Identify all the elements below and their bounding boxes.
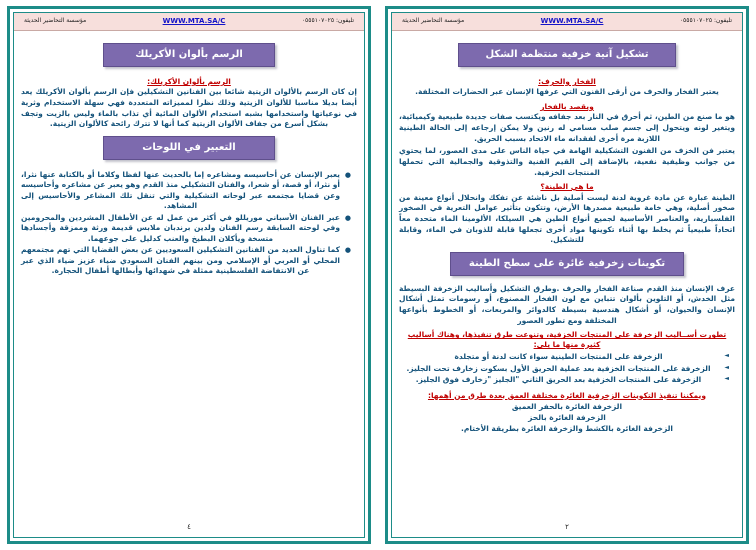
paragraph-pottery-definition: هو ما صنع من الطين، ثم أحرق في النار بعد جفافه ويكتسب صفات جديدة طبيعية وكيميائية، ويتغير لونه ويتحول إلى جسم صلب مسامي له رنين ولا يمكن إرجاعه إلى الحالة الطينية اللازبة مرة أخرى لفقدانه ماء الاتحاد بسبب الحريق.: [399, 112, 735, 143]
list-item: الزخرفة الغائرة بالحز: [528, 412, 606, 422]
page-title: تشكيل آنية خزفية منتظمة الشكل: [458, 43, 675, 67]
paragraph-decoration-history: عرف الإنسان منذ القدم صناعة الفخار والحرف .وطرق التشكيل وأساليب الزخرفة البسيطة مثل الخدش، أو التلوين بألوان تتباين مع لون الفخار المصنوع، أو رسومات تمثل أشكال الإنسان والحيوان، أو أشكال هندسية بسيطة كالدوائر والمربعات، أو الخطوط بأنواعها المختلفة ومع تطور العصور: [399, 283, 735, 325]
header-organization: مؤسسة التحاضير الحديثة: [24, 17, 87, 24]
page-title-plaque-wrap: [21, 43, 357, 67]
decoration-methods-list: [399, 352, 735, 387]
running-header: [392, 13, 742, 31]
content-spacer: [21, 280, 357, 520]
paragraph-acrylic-intro: إن كان الرسم بالألوان الزيتية شائعا بين الفنانين التشكيلين فإن الرسم بألوان الأكريلك يعد أيضا بديلا مناسبا للألوان الزيتية وذلك نظرا لمميزاته المتعددة فهي سهلة الاستخدام وثرية في نوعياتها واستخدامها بشبه استخدام الألوان المائية أي تذاب بالماء وليس بالزيت وتجف بشكل أسرع من جفاف الألوان الزيتية كما أنها لا تترك رائحة كالألوان الزيتية.: [21, 87, 357, 129]
list-item-label: الزخرفة على المنتجات الخزفية بعد عملية الحريق الأول بسكوت زخارف تحت الجليز.: [406, 363, 711, 373]
arrow-bullet-icon: ◄: [724, 352, 729, 360]
arrow-bullet-icon: ◄: [724, 363, 729, 371]
page-border-inner: [391, 12, 743, 538]
page-title: الرسم بألوان الأكريلك: [103, 43, 275, 67]
header-organization: مؤسسة التحاضير الحديثة: [402, 17, 465, 24]
subsection-title-plaque-wrap: [21, 136, 357, 160]
subsection-title-engraved-decoration: تكوينات زخرفية غائرة على سطح الطينة: [450, 252, 684, 276]
paragraph-pottery-intro: يعتبر الفخار والحرف من أرقى الفنون التي عرفها الإنسان عبر الحضارات المختلفة.: [415, 87, 719, 97]
page-number-right: ٤: [187, 523, 191, 531]
page-left: [378, 0, 756, 550]
arrow-bullet-icon: ◄: [724, 375, 729, 383]
page-border-inner: [13, 12, 365, 538]
round-bullet-icon: ●: [344, 170, 351, 179]
subsection-title-plaque-wrap: [399, 252, 735, 276]
page-border-outer: [7, 6, 371, 544]
engraving-techniques-list: [399, 402, 735, 435]
list-item: [399, 364, 729, 375]
section-heading-pottery-crafts: الفخار والحرف:: [538, 77, 596, 86]
list-item: [21, 170, 351, 212]
expression-points-list: [21, 170, 357, 278]
header-website-link[interactable]: WWW.MTA.SA/C: [540, 16, 604, 25]
paragraph-ceramics-importance: يعتبر فن الخزف من الفنون التشكيلية الهامة في حياة الناس على مدى العصور، لما يحتوي من جوانب وظيفية نفعية، بالإضافة إلى القيم الفنية والتذوقية والجمالية التي تحملها المنتجات الخزفية.: [399, 146, 735, 177]
section-heading-acrylic-painting: الرسم بألوان الأكريلك:: [147, 77, 231, 86]
list-item: الزخرفة الغائرة بالكشط والزخرفة الغائرة بطريقة الأختام.: [461, 423, 673, 433]
page-content-right: [14, 31, 364, 524]
list-item: [21, 213, 351, 245]
header-website-link[interactable]: WWW.MTA.SA/C: [162, 16, 226, 25]
list-item-label: يعبر الإنسان عن أحاسيسه ومشاعره إما بالحديث عنها لفظا وكلاما أو بالكتابة عنها نثرا، أو نثرا، أو قصة، أو شعرا، والفنان التشكيلي منذ القدم وهو يعبر عن مشاعره وأحاسيسه وعن قضايا مجتمعه عبر لوحاته التشكيلية والتي تنقل تلك المشاعر والأحاسيس إلى المشاهد.: [21, 169, 340, 211]
round-bullet-icon: ●: [344, 213, 351, 222]
header-phone: تليفون: ٠٥٥٥١٠٧٠٢٥: [301, 17, 354, 24]
section-heading-meaning-of-pottery: ويقصد بالفخار: [540, 102, 594, 112]
round-bullet-icon: ●: [344, 246, 351, 255]
subsection-title-expression-in-paintings: التعبير في اللوحات: [103, 136, 275, 160]
list-item: [399, 352, 729, 363]
section-heading-what-is-clay: ما هي الطينة؟: [540, 182, 594, 192]
page-border-outer: [385, 6, 749, 544]
page-title-plaque-wrap: [399, 43, 735, 67]
page-content-left: [392, 31, 742, 524]
list-item: [399, 375, 729, 386]
page-number-left: ٢: [565, 523, 569, 531]
list-item: [21, 245, 351, 277]
section-heading-engraving-techniques: ويمكننا تنفيذ التكوينات الزخرفية الغائرة مختلفة العمق بعدة طرق من أهمها:: [427, 390, 707, 400]
list-item-label: كما تناول العديد من الفنانين التشكيلين السعوديين عن بعض القضايا التي تهم مجتمعهم المحلي أو العربي أو الإسلامي ومن بينهم الفنان السعودي ضياء عزيز ضياء الذي عبر عن الانتفاضة الفلسطينية ممثلة في شهدائها وأبطالها أطفال الحجارة.: [21, 245, 340, 276]
list-item-label: الزخرفة على المنتجات الطينية سواء كانت لدنة أو متجلدة: [454, 352, 663, 362]
content-spacer: [399, 435, 735, 520]
section-heading-decoration-methods: تطورت أســاليب الزخرفة على المنتجات الخزفية، وتنوعت طرق تنفيذها، وهناك أساليب كثيرة منها ما يلي:: [407, 330, 727, 349]
paragraph-clay-definition: الطينة عبارة عن مادة غروية لدنة ليست أصلية بل ناشئة عن تفكك وانحلال أنواع معينة من صخور أصلية، وهي خامة طبيعية مصدرها الأرض، وتتكون بتأثير عوامل التعرية في الصخور الفلسبارية، والعناصر الأساسية لجميع أنواع الطين هي السيلكا، الألومينا الماء متحدة معاً اتحاداً طبيعياً ثم يخلط بها أثناء تكوينها مواد أخرى تجعلها قابلة للذوبان في الماء، وقابلة للتشكيل.: [399, 192, 735, 245]
running-header: [14, 13, 364, 31]
list-item-label: عبر الفنان الأسباني موريللو في أكثر من عمل له عن الأطفال المشردين والمحرومين وفي لوحته السابقة رسم الفنان ولدين برندبان ملابس قديمة ورثة وممزقة وأجسادها متسخة ويأكلان البطيخ والعنب كدليل على جوعهما.: [21, 212, 340, 243]
header-phone: تليفون: ٠٥٥٥١٠٧٠٢٥: [679, 17, 732, 24]
list-item-label: الزخرفة على المنتجات الخزفية بعد الحريق الثاني "الجليز "زخارف فوق الجليز.: [415, 375, 702, 385]
list-item: الزخرفة الغائرة بالحفر العميق: [511, 402, 623, 411]
